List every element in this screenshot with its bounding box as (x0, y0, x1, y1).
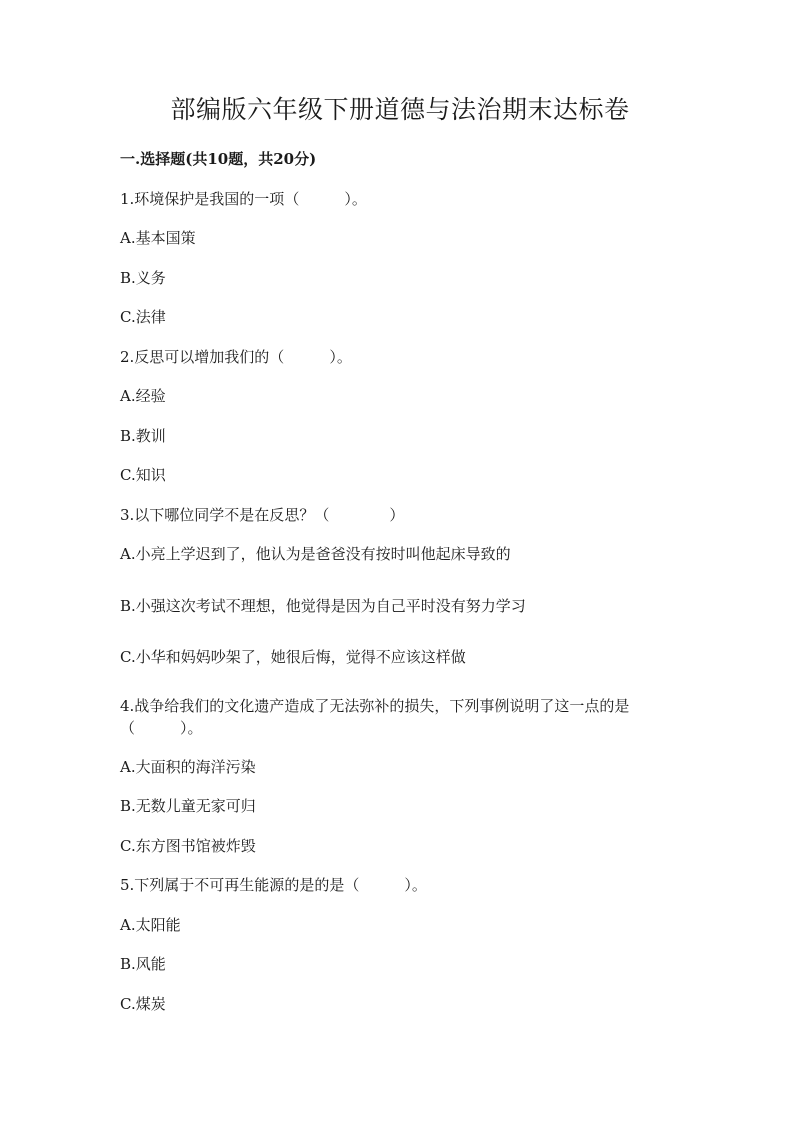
question-1-option-b: B.义务 (120, 269, 166, 287)
section-header: 一.选择题(共10题，共20分) (120, 150, 317, 168)
question-1-option-c: C.法律 (120, 308, 166, 326)
question-5-option-c: C.煤炭 (120, 995, 166, 1013)
question-4-option-b: B.无数儿童无家可归 (120, 797, 256, 815)
question-2-option-a: A.经验 (120, 387, 166, 405)
question-5-stem: 5.下列属于不可再生能源的是的是（ ）。 (120, 876, 427, 894)
question-2-stem: 2.反思可以增加我们的（ ）。 (120, 348, 352, 366)
question-4-option-c: C.东方图书馆被炸毁 (120, 837, 256, 855)
question-3-option-a: A.小亮上学迟到了，他认为是爸爸没有按时叫他起床导致的 (120, 545, 511, 563)
question-1-option-a: A.基本国策 (120, 229, 196, 247)
question-1-stem: 1.环境保护是我国的一项（ ）。 (120, 190, 367, 208)
question-3-stem: 3.以下哪位同学不是在反思？（ ） (120, 506, 405, 524)
question-4-option-a: A.大面积的海洋污染 (120, 758, 256, 776)
exam-title: 部编版六年级下册道德与法治期末达标卷 (170, 95, 630, 124)
question-5-option-b: B.风能 (120, 955, 166, 973)
question-5-option-a: A.太阳能 (120, 916, 181, 934)
question-2-option-c: C.知识 (120, 466, 166, 484)
question-3-option-b: B.小强这次考试不理想，他觉得是因为自己平时没有努力学习 (120, 597, 526, 615)
question-4-stem: 4.战争给我们的文化遗产造成了无法弥补的损失，下列事例说明了这一点的是（ ）。 (120, 697, 630, 737)
question-2-option-b: B.教训 (120, 427, 166, 445)
question-3-option-c: C.小华和妈妈吵架了，她很后悔，觉得不应该这样做 (120, 648, 466, 666)
